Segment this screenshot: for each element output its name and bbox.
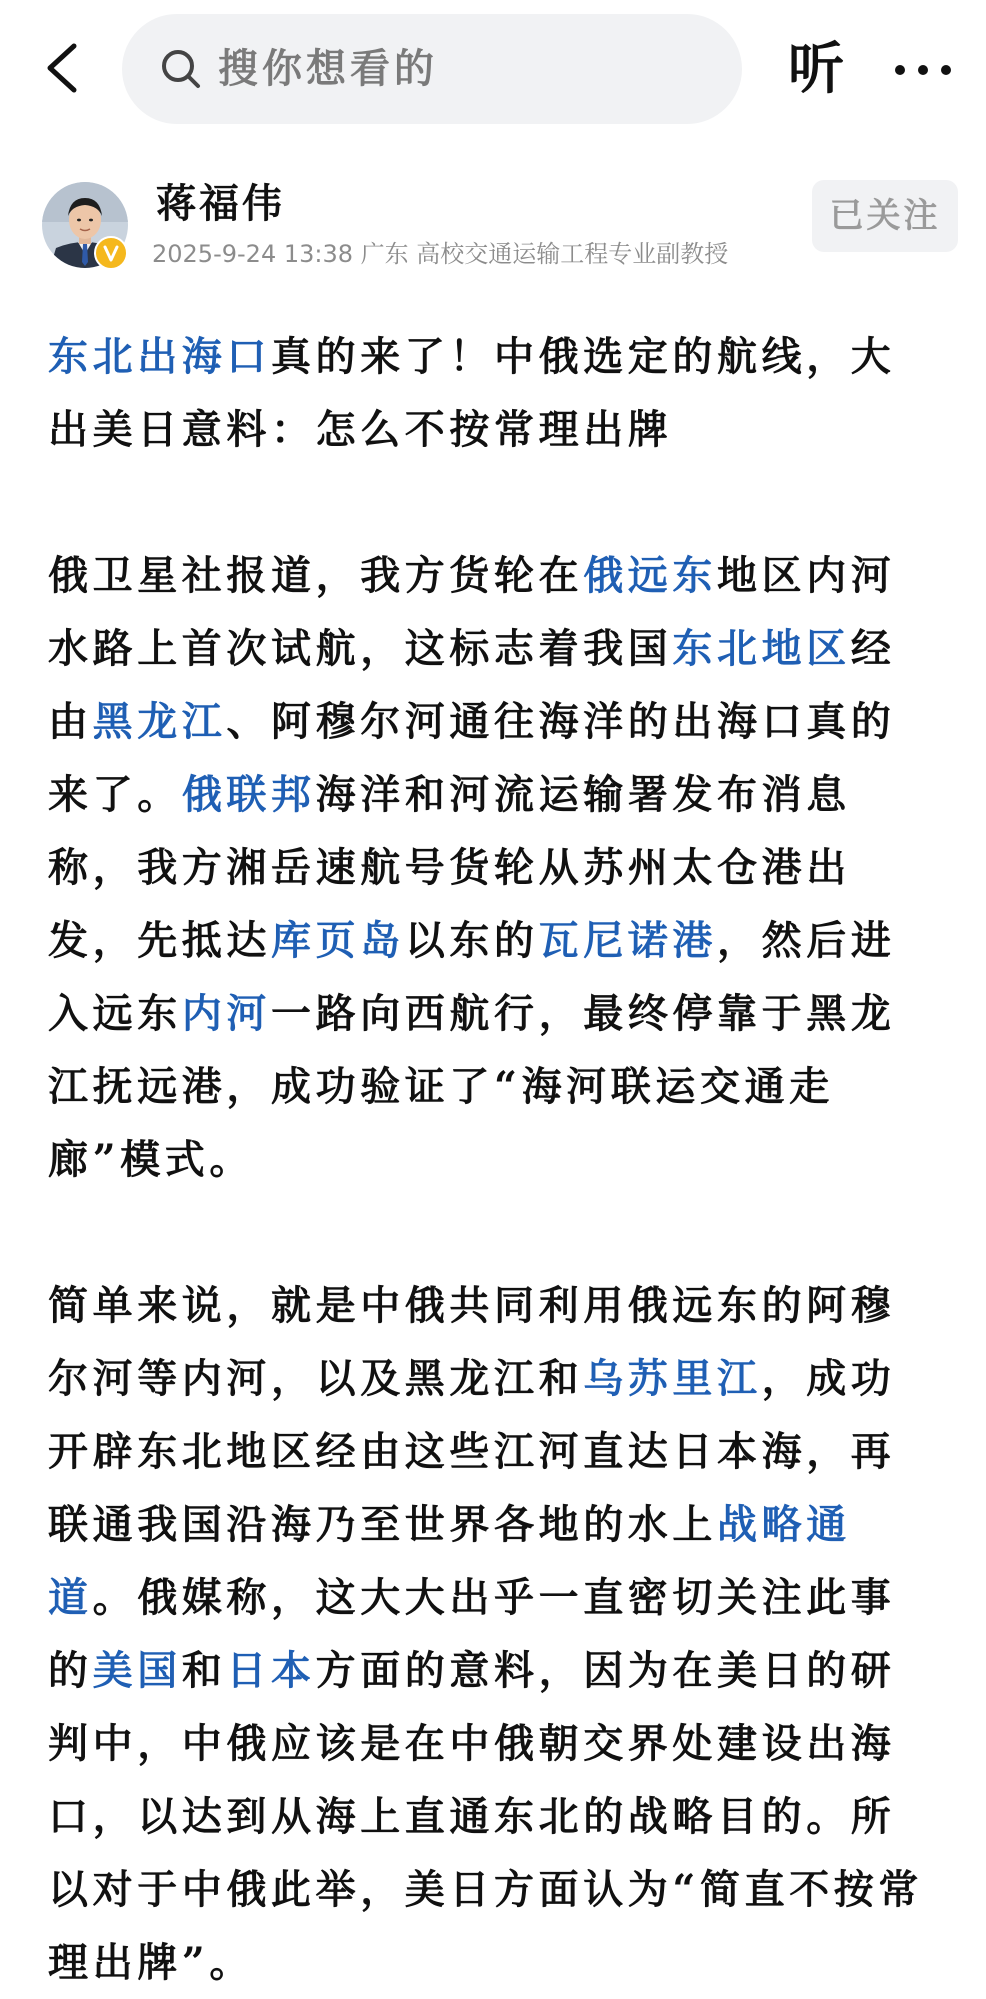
author-name[interactable]: 蒋福伟 (156, 180, 285, 227)
search-placeholder: 搜你想看的 (218, 46, 438, 92)
article-paragraphs (48, 539, 938, 1999)
keyword-link[interactable]: 东北地区 (672, 625, 851, 672)
more-button[interactable] (890, 46, 956, 94)
text-segment: ，成功开辟东北地区经由这些江河直达日本海，再联通我国沿海乃至世界各地的水上 (48, 1355, 896, 1548)
text-segment: 海洋和河流运输署发布消息称，我方湘岳速航号货轮从苏州太仓港出发，先抵达 (48, 771, 851, 964)
article-paragraph (48, 539, 938, 1196)
keyword-link[interactable]: 美国 (92, 1647, 182, 1694)
text-segment: 和 (181, 1647, 227, 1694)
author-meta: 2025-9-24 13:38 广东 高校交通运输工程专业副教授 (152, 240, 729, 268)
text-segment: 。俄媒称，这大大出乎一直密切关注此事的 (48, 1574, 896, 1694)
back-button[interactable] (40, 36, 96, 100)
article-title (48, 320, 938, 466)
follow-button[interactable]: 已关注 (812, 180, 958, 252)
text-segment: 、阿穆尔河通往海洋的出海口真的来了。 (48, 698, 896, 818)
more-dots-icon (890, 46, 956, 94)
keyword-link[interactable]: 东北出海口 (48, 333, 271, 380)
text-segment: 一路向西航行，最终停靠于黑龙江抚远港，成功验证了“海河联运交通走廊”模式。 (48, 990, 896, 1183)
text-segment: 经由 (48, 625, 896, 745)
text-segment: 以东的 (404, 917, 539, 964)
keyword-link[interactable]: 乌苏里江 (583, 1355, 762, 1402)
keyword-link[interactable]: 日本 (226, 1647, 316, 1694)
search-box[interactable] (122, 14, 742, 124)
keyword-link[interactable]: 库页岛 (271, 917, 405, 964)
search-icon (158, 46, 204, 92)
top-bar (0, 0, 986, 140)
verified-badge-icon (94, 236, 128, 270)
text-segment: 地区内河水路上首次试航，这标志着我国 (48, 552, 896, 672)
text-segment: 俄卫星社报道，我方货轮在 (48, 552, 584, 599)
article-paragraph (48, 1269, 938, 1999)
keyword-link[interactable]: 黑龙江 (92, 698, 227, 745)
text-segment: 方面的意料，因为在美日的研判中，中俄应该是在中俄朝交界处建设出海口，以达到从海上直通东北的战略目的。所以对于中俄此举，美日方面认为“简直不按常理出牌”。 (48, 1647, 924, 1986)
article-body (48, 320, 938, 1999)
keyword-link[interactable]: 战略通道 (48, 1501, 851, 1621)
listen-button[interactable]: 听 (788, 37, 844, 102)
keyword-link[interactable]: 瓦尼诺港 (538, 917, 718, 964)
keyword-link[interactable]: 俄联邦 (181, 771, 316, 818)
text-segment: 简单来说，就是中俄共同利用俄远东的阿穆尔河等内河，以及黑龙江和 (48, 1282, 896, 1402)
keyword-link[interactable]: 俄远东 (583, 552, 718, 599)
text-segment: ，然后进入远东 (48, 917, 896, 1037)
text-segment: 真的来了！中俄选定的航线，大出美日意料：怎么不按常理出牌 (48, 333, 896, 453)
keyword-link[interactable]: 内河 (181, 990, 272, 1037)
back-arrow-icon (40, 36, 96, 100)
